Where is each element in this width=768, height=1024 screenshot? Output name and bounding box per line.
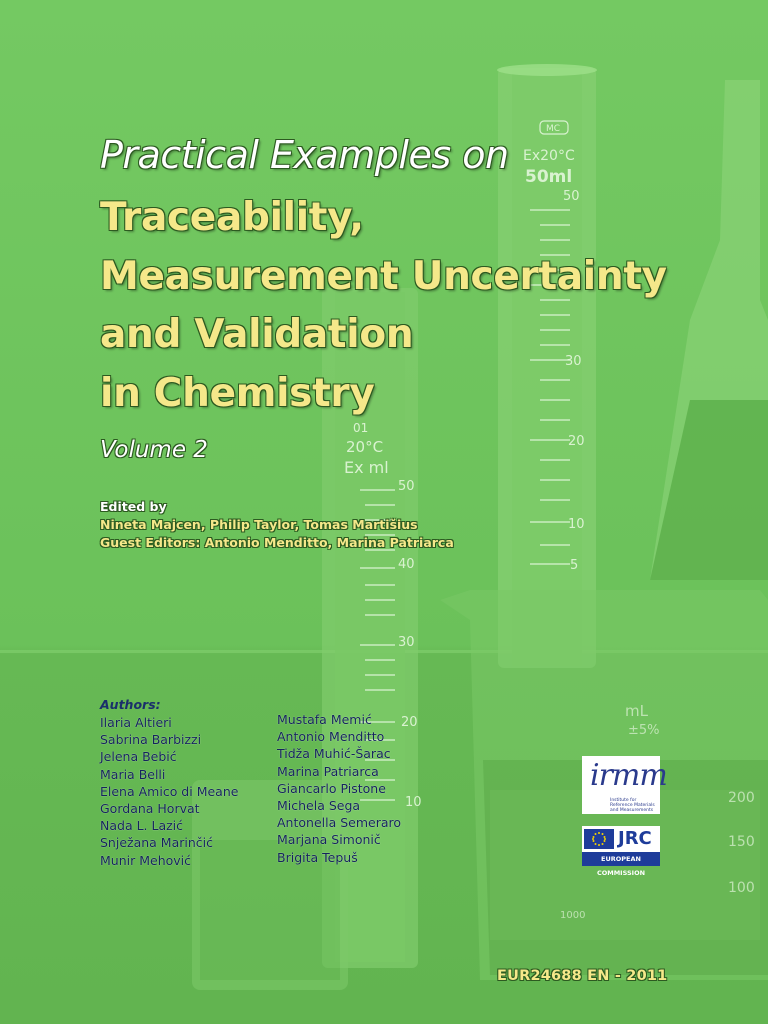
- title-line: Traceability,: [100, 195, 364, 240]
- author-name: Giancarlo Pistone: [277, 780, 386, 796]
- author-name: Sabrina Barbizzi: [100, 732, 202, 748]
- editors-list: Nineta Majcen, Philip Taylor, Tomas Martišius: [100, 517, 418, 532]
- small-cylinder-mark: 10: [405, 795, 422, 810]
- beaker-mark: 200: [728, 790, 755, 806]
- report-number: EUR24688 EN - 2011: [497, 968, 668, 984]
- authors-label: Authors:: [100, 697, 161, 712]
- irmm-logo: [582, 756, 667, 814]
- jrc-logo-text: JRC: [618, 828, 652, 849]
- large-cylinder-brand: MC: [546, 124, 561, 134]
- author-name: Ilaria Altieri: [100, 715, 172, 730]
- author-name: Tidža Muhić-Šarac: [277, 746, 391, 762]
- small-cylinder-mark: 30: [398, 635, 415, 650]
- author-name: Snježana Marinčić: [100, 835, 213, 851]
- author-name: Mustafa Memić: [277, 712, 372, 727]
- author-name: Marina Patriarca: [277, 763, 379, 779]
- guest-editors: Guest Editors: Antonio Menditto, Marina Patriarca: [100, 535, 454, 550]
- jrc-logo: [582, 826, 660, 877]
- authors-column-left: [100, 714, 238, 869]
- author-name: Gordana Horvat: [100, 801, 200, 817]
- author-name: Jelena Bebić: [100, 749, 177, 765]
- beaker-ml-label: mL: [625, 702, 648, 720]
- small-cylinder-mark: 40: [398, 557, 415, 572]
- large-cylinder-mark: 30: [565, 354, 582, 369]
- title-prefix: Practical Examples on: [100, 133, 509, 177]
- beaker-mark: 150: [728, 834, 755, 850]
- beaker-mark: 100: [728, 880, 755, 896]
- european-commission-caption: EUROPEAN COMMISSION: [582, 852, 660, 866]
- main-title: [100, 189, 667, 423]
- edited-by-label: Edited by: [100, 499, 167, 514]
- author-name: Nada L. Lazić: [100, 818, 184, 834]
- large-cylinder-mark: 20: [568, 434, 585, 449]
- editors-block: [100, 498, 454, 552]
- author-name: Marjana Simonič: [277, 832, 381, 848]
- large-cylinder-temp: Ex20°C: [523, 148, 575, 164]
- small-cylinder-temp: 20°C: [346, 438, 384, 456]
- author-name: Munir Mehović: [100, 852, 192, 868]
- large-cylinder-mark: 10: [568, 517, 585, 532]
- small-cylinder-mark: 20: [401, 715, 418, 730]
- small-cylinder-ex: Ex ml: [344, 458, 389, 477]
- title-line: in Chemistry: [100, 370, 375, 416]
- large-cylinder-mark: 50: [563, 189, 580, 204]
- small-cylinder-brand: 01: [353, 421, 369, 435]
- title-line: Measurement Uncertainty: [100, 253, 667, 299]
- author-name: Elena Amico di Meane: [100, 783, 239, 799]
- volume-label: Volume 2: [100, 437, 208, 463]
- large-cylinder-volume: 50ml: [525, 167, 573, 187]
- beaker-tolerance: ±5%: [628, 723, 660, 738]
- beaker-mark: 1000: [560, 910, 586, 921]
- large-cylinder-mark: 5: [570, 558, 579, 573]
- small-cylinder-mark: 50: [398, 479, 415, 494]
- author-name: Antonio Menditto: [277, 729, 385, 745]
- author-name: Maria Belli: [100, 766, 166, 782]
- title-line: and Validation: [100, 312, 414, 357]
- author-name: Antonella Semeraro: [277, 815, 402, 831]
- author-name: Michela Sega: [277, 798, 361, 814]
- irmm-logo-subtitle: Institute for Reference Materials and Measurements: [610, 798, 655, 813]
- authors-column-right: [277, 711, 401, 866]
- author-name: Brigita Tepuš: [277, 849, 358, 865]
- irmm-logo-mark: irmm: [590, 758, 667, 793]
- eu-flag-icon: [584, 829, 614, 849]
